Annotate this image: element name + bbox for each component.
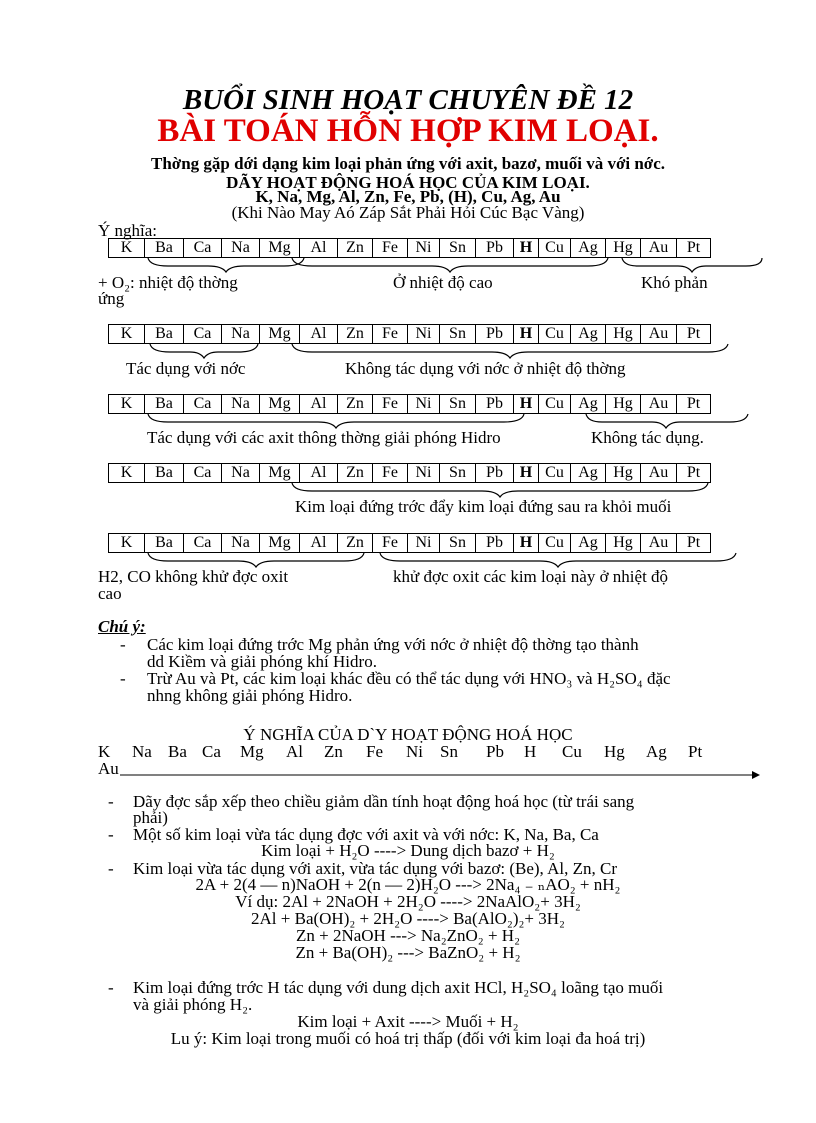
metal-cell: H	[514, 239, 539, 257]
metal-cell: Ca	[184, 395, 222, 413]
metal-cell: Ni	[408, 325, 440, 343]
metal-cell: Ba	[145, 325, 184, 343]
equation-example-4: Zn + Ba(OH)₂ ---> BaZnO₂ + H₂	[295, 943, 521, 962]
metal-cell: Sn	[440, 464, 476, 482]
metal-cell: Fe	[373, 534, 408, 552]
metal-cell: Pt	[686, 239, 701, 256]
metal-cell: Hg	[606, 395, 641, 413]
metal-cell: Au	[641, 395, 677, 413]
metal-cell: Fe	[373, 464, 408, 482]
metal-cell: Ca	[184, 325, 222, 343]
metal-cell: Pb	[476, 395, 514, 413]
acid-react-label: Tác dụng với các axit thông thờng giải phóng Hidro	[147, 428, 501, 447]
bullet-dash: -	[108, 792, 114, 811]
note-1-line-1: Các kim loại đứng trớc Mg phản ứng với nớc ở nhiệt độ thờng tạo thành	[147, 635, 639, 654]
metal-cell: Al	[300, 325, 338, 343]
meaning-bullet-1-line-1: Dãy đợc sắp xếp theo chiều giảm dần tính hoạt động hoá học (từ trái sang	[133, 792, 635, 811]
metal-cell: Ba	[145, 534, 184, 552]
note-1-line-2: dd Kiềm và giải phóng khí Hidro.	[147, 652, 377, 671]
brace	[292, 483, 708, 497]
metal-cell: Ca	[184, 534, 222, 552]
meaning-bullet-3: Kim loại vừa tác dụng với axit, vừa tác dụng với bazơ: (Be), Al, Zn, Cr	[133, 859, 617, 878]
metal: K	[98, 742, 111, 761]
note-2-line-2: nhng không giải phóng Hidro.	[147, 686, 353, 705]
equation-example-1: Ví dụ: 2Al + 2NaOH + 2H₂O ----> 2NaAlO₂+ 3H₂	[235, 892, 581, 911]
metal-cell: Ag	[571, 464, 606, 482]
metal-cell: Fe	[373, 325, 408, 343]
arrow-head	[752, 771, 760, 779]
brace	[586, 414, 748, 428]
bullet-dash: -	[120, 635, 126, 654]
metal-cell: Fe	[373, 239, 408, 257]
metal-cell: Au	[641, 239, 677, 257]
valence-note: Lu ý: Kim loại trong muối có hoá trị thấp (đối với kim loại đa hoá trị)	[170, 1029, 646, 1048]
metal-cell: K	[109, 325, 145, 343]
metal-cell: Hg	[606, 325, 641, 343]
metal-cell: Na	[222, 395, 260, 413]
metal-cell: Au	[641, 534, 677, 552]
metal: Hg	[604, 742, 625, 761]
metal-cell: Sn	[440, 239, 476, 257]
water-react-label: Tác dụng với nớc	[126, 359, 246, 378]
meaning-title: Ý NGHĨA CỦA D`Y HOẠT ĐỘNG HOÁ HỌC	[243, 725, 573, 744]
metal-cell: Mg	[260, 239, 300, 257]
no-water-react-label: Không tác dụng với nớc ở nhiệt độ thờng	[345, 359, 626, 378]
displace-label: Kim loại đứng trớc đẩy kim loại đứng sau ra khỏi muối	[295, 497, 672, 516]
reduce-label-cont: cao	[98, 584, 122, 603]
metal-cell: K	[109, 464, 145, 482]
metal-cell: Na	[222, 464, 260, 482]
page-title: BUỔI SINH HOẠT CHUYÊN ĐỀ 12	[182, 84, 634, 116]
mnemonic: (Khi Nào May Aó Záp Sắt Phải Hỏi Cúc Bạc Vàng)	[231, 203, 585, 222]
metal-cell: Al	[300, 464, 338, 482]
metal-cell: Sn	[440, 395, 476, 413]
meaning-bullet-1-line-2: phải)	[133, 808, 168, 827]
metal-cell: Cu	[539, 395, 571, 413]
metal-cell: Ni	[408, 395, 440, 413]
metal: Mg	[240, 742, 264, 761]
metal-cell: Zn	[338, 325, 373, 343]
metal-cell: H	[514, 464, 539, 482]
note-2-line-1: Trừ Au và Pt, các kim loại khác đều có thể tác dụng với HNO₃ và H₂SO₄ đặc	[147, 669, 671, 688]
metal-cell: Ca	[184, 464, 222, 482]
meaning-bullet-4-line-1: Kim loại đứng trớc H tác dụng với dung dịch axit HCl, H₂SO₄ loãng tạo muối	[133, 978, 664, 997]
metal-cell: Zn	[338, 395, 373, 413]
metal: Al	[286, 742, 303, 761]
metal-cell: Ni	[408, 239, 440, 257]
series-heading: DÃY HOẠT ĐỘNG HOÁ HỌC CỦA KIM LOẠI.	[226, 173, 590, 192]
metal-cell: Sn	[440, 534, 476, 552]
brace	[622, 258, 762, 272]
equation-water: Kim loại + H₂O ----> Dung dịch bazơ + H₂	[261, 841, 555, 860]
brace	[148, 414, 524, 428]
metal-cell: Cu	[539, 239, 571, 257]
metal-cell: Hg	[606, 239, 641, 257]
equation-example-3: Zn + 2NaOH ---> Na₂ZnO₂ + H₂	[295, 926, 521, 945]
metal-cell: Ca	[184, 239, 222, 257]
metal: Sn	[440, 742, 458, 761]
metal-cell: Ag	[571, 534, 606, 552]
metal-cell: Ag	[571, 239, 606, 257]
metal-cell: Cu	[539, 534, 571, 552]
metal: Ba	[168, 742, 187, 761]
metal-cell: Al	[300, 395, 338, 413]
metal-cell: Na	[222, 325, 260, 343]
metal-cell: Hg	[606, 464, 641, 482]
metal-cell: Zn	[338, 464, 373, 482]
metal-cell: Pb	[476, 239, 514, 257]
bullet-dash: -	[108, 859, 114, 878]
metal-cell: Au	[641, 464, 677, 482]
metal-cell: Ba	[145, 239, 184, 257]
metal: Pt	[688, 742, 703, 761]
brace	[148, 258, 304, 272]
intro-line: Thờng gặp dới dạng kim loại phản ứng với axit, bazơ, muối và với nớc.	[151, 154, 665, 173]
metal: Cu	[562, 742, 582, 761]
metal-cell: Ag	[571, 325, 606, 343]
metal-cell: Al	[300, 239, 338, 257]
metal: Zn	[324, 742, 343, 761]
brace	[292, 258, 608, 272]
metal-cell: Zn	[338, 239, 373, 257]
metal-cell: Pt	[686, 325, 701, 342]
metal-cell: Hg	[606, 534, 641, 552]
metal-cell: Pt	[686, 464, 701, 481]
brace	[150, 344, 258, 358]
bullet-dash: -	[120, 669, 126, 688]
metal-cell: K	[109, 239, 145, 257]
metal-cell: Ni	[408, 534, 440, 552]
metal-cell: Cu	[539, 464, 571, 482]
metal-cell: Zn	[338, 534, 373, 552]
metal-cell: Sn	[440, 325, 476, 343]
metal: Ni	[406, 742, 423, 761]
meaning-label: Ý nghĩa:	[98, 221, 158, 240]
metal-cell: K	[109, 395, 145, 413]
equation-example-2: 2Al + Ba(OH)₂ + 2H₂O ----> Ba(AlO₂)₂+ 3H₂	[251, 909, 565, 928]
equation-acid: Kim loại + Axit ----> Muối + H₂	[297, 1012, 519, 1031]
metal-cell: Na	[222, 239, 260, 257]
metal-cell: H	[514, 325, 539, 343]
metal-cell: Pb	[476, 534, 514, 552]
series-list: K, Na, Mg, Al, Zn, Fe, Pb, (H), Cu, Ag, Au	[255, 187, 561, 206]
note-label: Chú ý:	[98, 617, 146, 636]
metal-cell: Au	[641, 325, 677, 343]
high-temp-label: Ở nhiệt độ cao	[393, 273, 493, 292]
metal-cell: H	[514, 395, 539, 413]
metal-cell: Pb	[476, 464, 514, 482]
oxygen-label: + O₂: nhiệt độ thờng	[98, 273, 238, 292]
metal-cell: Mg	[260, 464, 300, 482]
hard-react-label-cont: ứng	[98, 289, 125, 308]
brace	[148, 553, 364, 567]
metal-cell: Al	[300, 534, 338, 552]
metal: Ca	[202, 742, 221, 761]
bullet-dash: -	[108, 825, 114, 844]
bullet-dash: -	[108, 978, 114, 997]
hard-react-label: Khó phản	[641, 273, 708, 292]
metal-cell: Ag	[571, 395, 606, 413]
brace	[380, 553, 736, 567]
metal: Ag	[646, 742, 667, 761]
page-subtitle: BÀI TOÁN HỖN HỢP KIM LOẠI.	[157, 113, 659, 149]
metal-cell: Cu	[539, 325, 571, 343]
metal-cell: Pt	[686, 395, 701, 412]
metal: Na	[132, 742, 152, 761]
metal-cell: Ba	[145, 464, 184, 482]
meaning-bullet-2: Một số kim loại vừa tác dụng đợc với axit và với nớc: K, Na, Ba, Ca	[133, 825, 599, 844]
no-react-label: Không tác dụng.	[591, 428, 704, 447]
metal-cell: Mg	[260, 325, 300, 343]
metal: Au	[98, 759, 119, 778]
metal-cell: Na	[222, 534, 260, 552]
metal: H	[524, 742, 537, 761]
metal-cell: Fe	[373, 395, 408, 413]
meaning-bullet-4-line-2: và giải phóng H₂.	[133, 995, 253, 1014]
metal-cell: Mg	[260, 534, 300, 552]
metal-cell: Pb	[476, 325, 514, 343]
metal: Fe	[366, 742, 383, 761]
metal-cell: Ba	[145, 395, 184, 413]
metal-cell: K	[109, 534, 145, 552]
metal-cell: Ni	[408, 464, 440, 482]
metal: Pb	[486, 742, 504, 761]
equation-general: 2A + 2(4 — n)NaOH + 2(n — 2)H₂O ---> 2Na₄ ₋ ₙAO₂ + nH₂	[195, 875, 621, 894]
brace	[292, 344, 728, 358]
reduce-label: khử đợc oxit các kim loại này ở nhiệt độ	[393, 567, 669, 586]
metal-cell: H	[514, 534, 539, 552]
metal-cell: Mg	[260, 395, 300, 413]
no-reduce-label: H2, CO không khử đợc oxit	[98, 567, 289, 586]
metal-cell: Pt	[686, 534, 701, 551]
